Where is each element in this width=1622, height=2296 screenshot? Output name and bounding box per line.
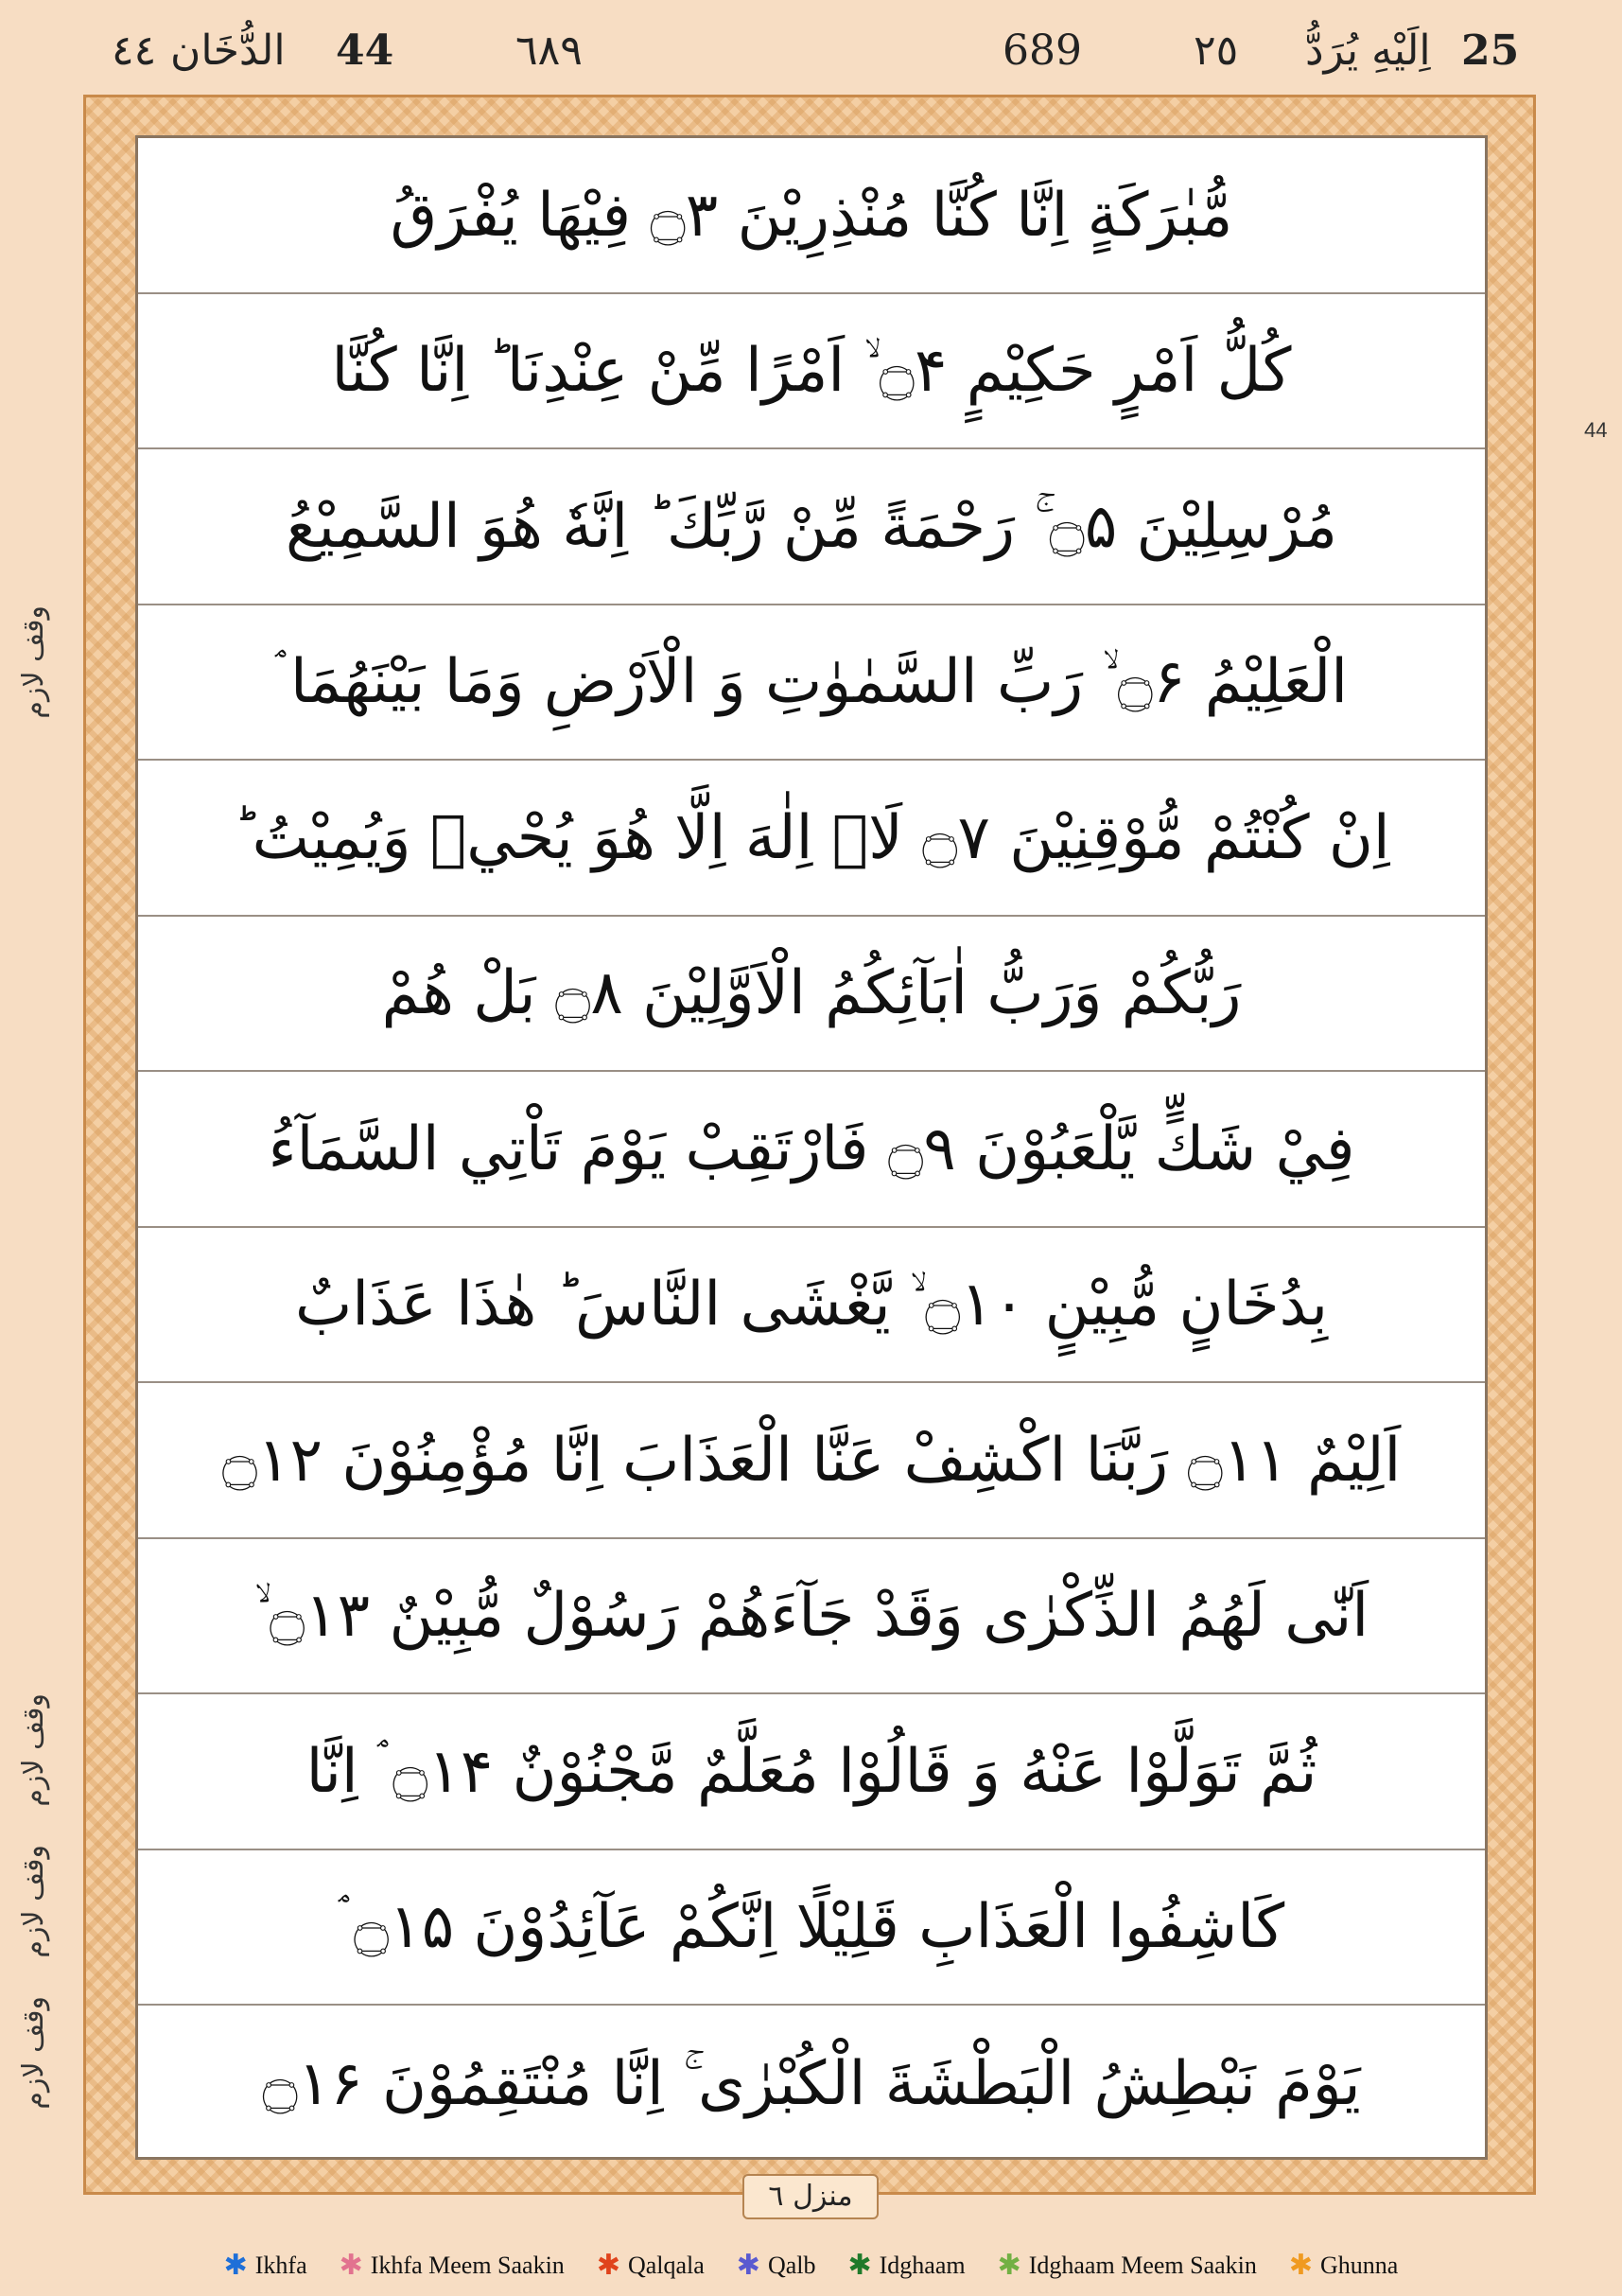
verse-text: يَوْمَ نَبْطِشُ الْبَطْشَةَ الْكُبْرٰى ۚ اِنَّا مُنْتَقِمُوْنَ ۝۱۶ — [262, 2048, 1361, 2119]
asterisk-icon: ✱ — [596, 2250, 620, 2281]
asterisk-icon: ✱ — [1288, 2250, 1314, 2281]
legend-item-ghunna — [1289, 2252, 1398, 2280]
legend-item-ikhfa-meem-saakin — [340, 2252, 565, 2280]
asterisk-icon: ✱ — [339, 2250, 363, 2281]
legend-label: Ikhfa Meem Saakin — [370, 2252, 565, 2279]
verse-line — [138, 2006, 1485, 2162]
juz-name: اِلَيْهِ يُرَدُّ — [1305, 26, 1431, 75]
verse-text: مُّبٰرَكَةٍ اِنَّا كُنَّا مُنْذِرِيْنَ ۝۳ فِيْهَا يُفْرَقُ — [390, 180, 1233, 251]
surah-number: 44 — [336, 26, 394, 75]
manzil-label: منزل ٦ — [742, 2174, 879, 2219]
verse-text: اِنْ كُنْتُمْ مُّوْقِنِيْنَ ۝۷ لَاۤ اِلٰهَ اِلَّا هُوَ يُحْيٖ وَيُمِيْتُ ؕ — [233, 802, 1390, 873]
verse-line — [138, 294, 1485, 450]
asterisk-icon: ✱ — [736, 2250, 760, 2281]
margin-note-waqf: وقف لازم — [17, 1996, 50, 2110]
asterisk-icon: ✱ — [223, 2250, 248, 2281]
verse-line — [138, 917, 1485, 1073]
asterisk-icon: ✱ — [847, 2250, 872, 2281]
verse-line — [138, 449, 1485, 605]
legend-label: Qalb — [767, 2252, 816, 2279]
verse-line — [138, 1850, 1485, 2007]
tajweed-legend — [0, 2242, 1622, 2289]
verse-text: فِيْ شَكٍّ يَّلْعَبُوْنَ ۝۹ فَارْتَقِبْ يَوْمَ تَاْتِي السَّمَآءُ — [268, 1113, 1355, 1184]
verse-line — [138, 138, 1485, 294]
side-page-number: 44 — [1584, 418, 1608, 442]
legend-label: Idghaam — [879, 2252, 966, 2279]
verse-panel — [135, 135, 1488, 2160]
verse-text: كَاشِفُوا الْعَذَابِ قَلِيْلًا اِنَّكُمْ عَآئِدُوْنَ ۝۱۵ ۘ — [338, 1892, 1285, 1963]
verse-text: اَنّٰى لَهُمُ الذِّكْرٰى وَقَدْ جَآءَهُمْ رَسُوْلٌ مُّبِيْنٌ ۝۱۳ ۙ — [253, 1581, 1369, 1652]
verse-text: كُلُّ اَمْرٍ حَكِيْمٍ ۝۴ ۙ اَمْرًا مِّنْ عِنْدِنَا ؕ اِنَّا كُنَّا — [331, 336, 1292, 407]
juz-number-arabic: ٢٥ — [1194, 26, 1239, 75]
margin-note-waqf: وقف لازم — [17, 1693, 50, 1807]
verse-line — [138, 1539, 1485, 1695]
page-number: 689 — [1003, 26, 1082, 75]
juz-number: 25 — [1461, 26, 1520, 75]
verse-text: مُرْسِلِيْنَ ۝۵ ۚ رَحْمَةً مِّنْ رَّبِّكَ ؕ اِنَّهٗ هُوَ السَّمِيْعُ — [286, 491, 1337, 562]
legend-item-qalb — [737, 2252, 816, 2280]
legend-label: Ikhfa — [254, 2252, 307, 2279]
verse-text: اَلِيْمٌ ۝۱۱ رَبَّنَا اكْشِفْ عَنَّا الْعَذَابَ اِنَّا مُؤْمِنُوْنَ ۝۱۲ — [221, 1425, 1402, 1496]
legend-item-idghaam — [847, 2252, 965, 2280]
verse-text: بِدُخَانٍ مُّبِيْنٍ ۝۱۰ ۙ يَّغْشَى النَّاسَ ؕ هٰذَا عَذَابٌ — [294, 1270, 1329, 1341]
verse-line — [138, 605, 1485, 762]
verse-text: الْعَلِيْمُ ۝۶ ۙ رَبِّ السَّمٰوٰتِ وَ الْاَرْضِ وَمَا بَيْنَهُمَا ۘ — [275, 647, 1348, 718]
legend-label: Ghunna — [1320, 2252, 1399, 2279]
legend-item-ikhfa — [224, 2252, 307, 2280]
margin-note-waqf: وقف لازم — [17, 605, 50, 719]
surah-name: الدُّخَان — [170, 26, 286, 75]
surah-number-arabic: ٤٤ — [112, 26, 157, 75]
verse-text: ثُمَّ تَوَلَّوْا عَنْهُ وَ قَالُوْا مُعَلَّمٌ مَّجْنُوْنٌ ۝۱۴ ۘ اِنَّا — [305, 1736, 1317, 1807]
verse-line — [138, 761, 1485, 917]
legend-label: Qalqala — [627, 2252, 705, 2279]
legend-item-qalqala — [597, 2252, 705, 2280]
asterisk-icon: ✱ — [997, 2250, 1021, 2281]
legend-item-idghaam-meem-saakin — [998, 2252, 1257, 2280]
page-number-arabic: ٦٨٩ — [515, 26, 583, 75]
verse-text: رَبُّكُمْ وَرَبُّ اٰبَآئِكُمُ الْاَوَّلِيْنَ ۝۸ بَلْ هُمْ — [381, 958, 1242, 1029]
verse-line — [138, 1694, 1485, 1850]
verse-line — [138, 1383, 1485, 1539]
legend-label: Idghaam Meem Saakin — [1028, 2252, 1257, 2279]
verse-line — [138, 1228, 1485, 1384]
verse-line — [138, 1072, 1485, 1228]
margin-note-waqf: وقف لازم — [17, 1845, 50, 1958]
page-header — [0, 0, 1622, 106]
